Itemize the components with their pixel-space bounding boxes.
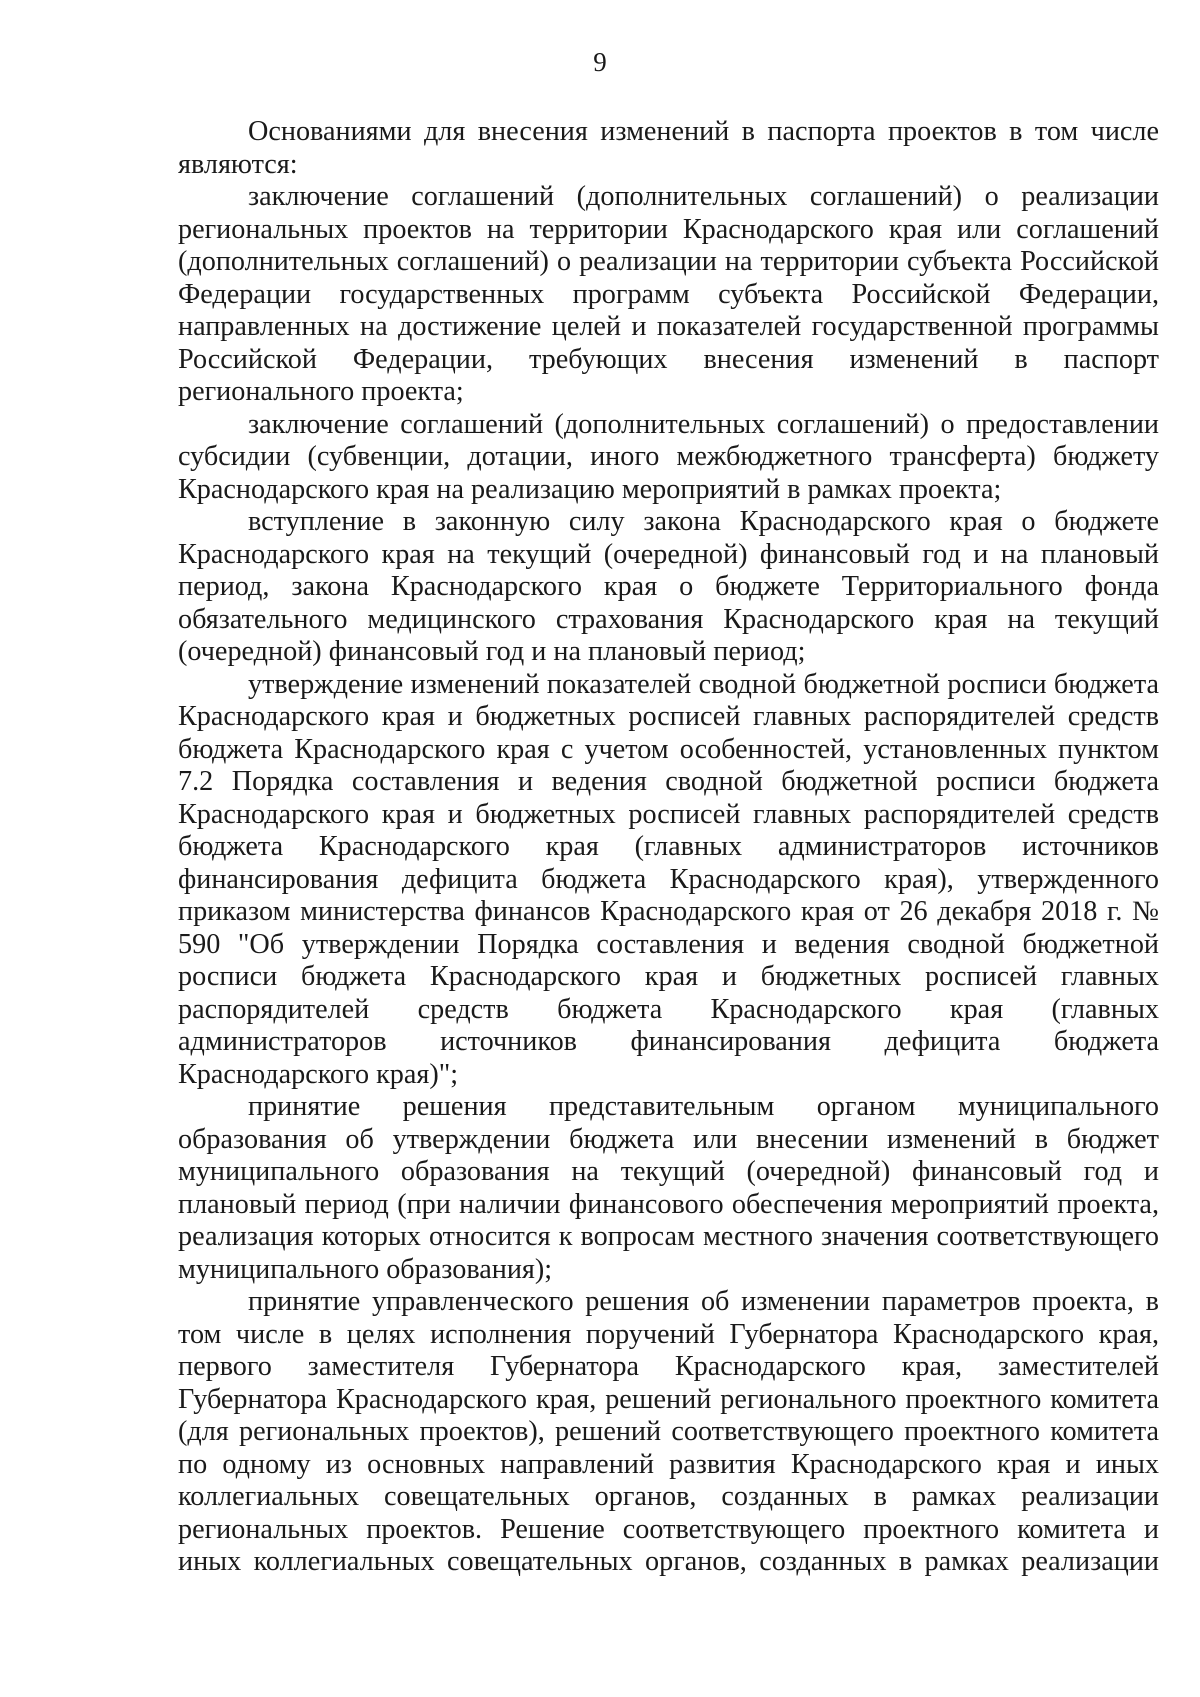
paragraph-grounds-intro: Основаниями для внесения изменений в паспорта проектов в том числе являются:: [178, 116, 1159, 180]
page-number: 9: [593, 47, 607, 77]
paragraph-municipal-decision: принятие решения представительным органом муниципального образования об утверждении бюджета или внесении изменений в бюджет муниципального образования на текущий (очередной) финансовый год и плановый период (при наличии финансового обеспечения мероприятий проекта, реализация которых относится к вопросам местного значения соответствующего муниципального образования);: [178, 1091, 1159, 1285]
paragraph-regional-agreements: заключение соглашений (дополнительных соглашений) о реализации региональных проектов на территории Краснодарского края или соглашений (дополнительных соглашений) о реализации на территории субъекта Российской Федерации государственных программ субъекта Российской Федерации, направленных на достижение целей и показателей государственной программы Российской Федерации, требующих внесения изменений в паспорт регионального проекта;: [178, 181, 1159, 407]
paragraph-budget-law: вступление в законную силу закона Краснодарского края о бюджете Краснодарского края на текущий (очередной) финансовый год и на плановый период, закона Краснодарского края о бюджете Территориального фонда обязательного медицинского страхования Краснодарского края на текущий (очередной) финансовый год и на плановый период;: [178, 506, 1159, 667]
paragraph-budget-schedule: утверждение изменений показателей сводной бюджетной росписи бюджета Краснодарского края и бюджетных росписей главных распорядителей средств бюджета Краснодарского края с учетом особенностей, установленных пунктом 7.2 Порядка составления и ведения сводной бюджетной росписи бюджета Краснодарского края и бюджетных росписей главных распорядителей средств бюджета Краснодарского края (главных администраторов источников финансирования дефицита бюджета Краснодарского края), утвержденного приказом министерства финансов Краснодарского края от 26 декабря 2018 г. № 590 "Об утверждении Порядка составления и ведения сводной бюджетной росписи бюджета Краснодарского края и бюджетных росписей главных распорядителей средств бюджета Краснодарского края (главных администраторов источников финансирования дефицита бюджета Краснодарского края)";: [178, 668, 1159, 1090]
document-body: [178, 116, 1159, 1579]
paragraph-management-decision: принятие управленческого решения об изменении параметров проекта, в том числе в целях исполнения поручений Губернатора Краснодарского края, первого заместителя Губернатора Краснодарского края, заместителей Губернатора Краснодарского края, решений регионального проектного комитета (для региональных проектов), решений соответствующего проектного комитета по одному из основных направлений развития Краснодарского края и иных коллегиальных совещательных органов, созданных в рамках реализации региональных проектов. Решение соответствующего проектного комитета и иных коллегиальных совещательных органов, созданных в рамках реализации: [178, 1286, 1159, 1577]
paragraph-subsidy-agreements: заключение соглашений (дополнительных соглашений) о предоставлении субсидии (субвенции, дотации, иного межбюджетного трансферта) бюджету Краснодарского края на реализацию мероприятий в рамках проекта;: [178, 408, 1159, 505]
